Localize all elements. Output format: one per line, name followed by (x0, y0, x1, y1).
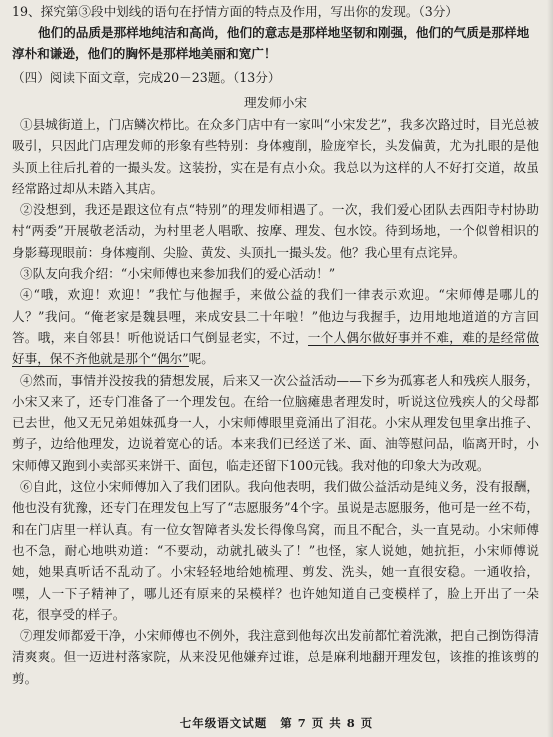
paragraph-4-text: ④“哦，欢迎！欢迎！”我忙与他握手，来做公益的我们一律表示欢迎。“宋师傅是哪儿的人？”我问。“俺老家是魏县哩，来成安县二十年啦！”他边与我握手，边用地地道道的方言回答。哦，来自邻县！听他说话口气倒显老实，不过， (12, 287, 539, 345)
paragraph-4-end: 呢。 (188, 351, 214, 367)
paragraph-5: ④然而，事情并没按我的猜想发展，后来又一次公益活动——下乡为孤寡老人和残疾人服务，小宋又来了，还专门准备了一个理发包。在给一位脑瘫患者理发时，听说这位残疾人的父母都已去世，他又无兄弟姐妹孤身一人，小宋师傅眼里竟涌出了泪花。小宋从理发包里拿出推子、剪子，边给他理发，边说着宽心的话。本来我们已经送了米、面、油等慰问品，临离开时，小宋师傅又跑到小卖部买来饼干、面包，临走还留下100元钱。我对他的印象大为改观。 (12, 372, 539, 473)
question-19: 19、探究第③段中划线的语句在抒情方面的特点及作用，写出你的发现。（3分） (12, 4, 458, 19)
footer-grade: 七年级语文试题 (179, 716, 268, 730)
section-4-heading: （四）阅读下面文章，完成20－23题。（13分） (12, 70, 281, 85)
paragraph-6: ⑥自此，这位小宋师傅加入了我们团队。我向他表明，我们做公益活动是纯义务，没有报酬，他也没有犹豫，还专门在理发包上写了“志愿服务”4个字。虽说是志愿服务，他可是一丝不苟，和在门店里一样认真。有一位女智障者头发长得像鸟窝，而且不配合，头一直晃动。小宋师傅也不急，耐心地哄劝道：“不要动，动就扎破头了！”也怪，家人说她，她抗拒，小宋师傅说她，她果真听话不乱动了。小宋轻轻地给她梳理、剪发、洗头，她一直很安稳。一通收拾，嘿，人一下子精神了，哪儿还有原来的呆模样？也许她知道自己变模样了，脸上开出了一朵花，很享受的样子。 (12, 479, 539, 622)
page-edge-shadow (547, 0, 553, 737)
underlined-sentence: 一个人偶尔做好事并不难，难的是经常做好事，保不齐他就是那个“偶尔” (12, 329, 540, 367)
paragraph-7: ⑦理发师都爱干净，小宋师傅也不例外，我注意到他每次出发前都忙着洗漱，把自己捯饬得清清爽爽。但一迈进村落家院，从来没见他嫌弃过谁，总是麻利地翻开理发包，该推的推该剪的剪。 (12, 628, 539, 686)
paragraph-2: ②没想到，我还是跟这位有点“特别”的理发师相遇了。一次，我们爱心团队去西阳寺村协助村“两委”开展敬老活动，为村里老人唱歌、按摩、理发、包水饺。待到场地，一个似曾相识的身影蓦现眼前：身体瘦削、尖脸、黄发、头顶扎一撮头发。他？我心里有点诧异。 (12, 202, 539, 260)
paragraph-4 (12, 284, 539, 369)
footer-page: 第 7 页 共 8 页 (280, 716, 374, 730)
page-footer (0, 715, 553, 731)
paragraph-1: ①县城街道上，门店鳞次栉比。在众多门店中有一家叫“小宋发艺”，我多次路过时，目光总被吸引，只因此门店理发师的形象有些特别：身体瘦削，脸庞窄长，头发偏黄，尤为扎眼的是他头顶上往后扎着的一撮头发。这装扮，实在是有点小众。我总以为这样的人不好打交道，故虽经常路过却从未踏入其店。 (12, 117, 539, 196)
article-title: 理发师小宋 (244, 95, 307, 110)
question-19-quote: 他们的品质是那样地纯洁和高尚，他们的意志是那样地坚韧和刚强，他们的气质是那样地淳朴和谦逊，他们的胸怀是那样地美丽和宽广！ (12, 25, 530, 61)
paragraph-3: ③队友向我介绍：“小宋师傅也来参加我们的爱心活动！” (20, 266, 336, 282)
